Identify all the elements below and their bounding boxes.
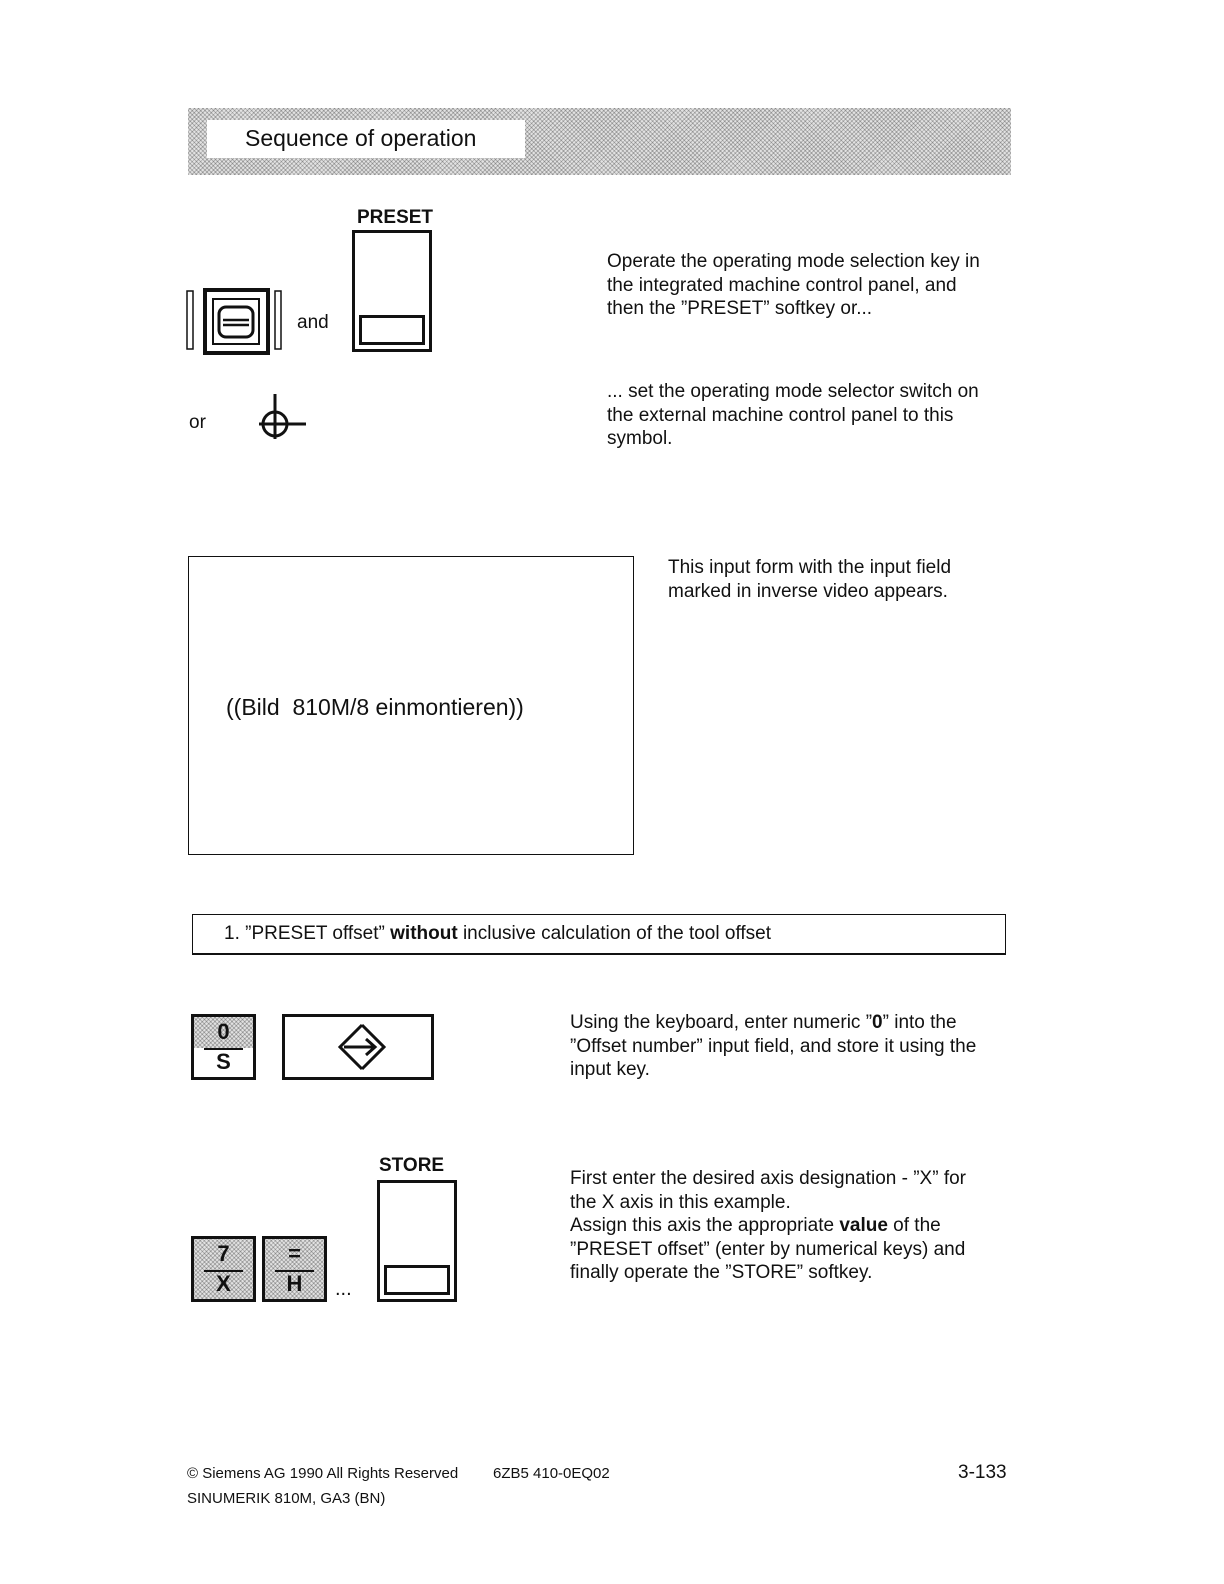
step-offset-desc-bold: 0 <box>872 1012 883 1033</box>
key-7-x[interactable] <box>191 1236 256 1302</box>
store-softkey-label: STORE <box>379 1155 445 1176</box>
key-eq-h[interactable] <box>262 1236 327 1302</box>
ellipsis: ... <box>335 1278 352 1300</box>
key-7-x-top: 7 <box>217 1241 230 1266</box>
preset-crosshair-icon <box>255 392 311 442</box>
key-0-s-bottom: S <box>216 1049 231 1074</box>
key-eq-h-bottom: H <box>286 1271 303 1296</box>
key-0-s-top: 0 <box>217 1019 230 1044</box>
page-number: 3-133 <box>958 1462 1007 1483</box>
and-text: and <box>297 312 329 333</box>
subsection-suffix: inclusive calculation of the tool offset <box>457 923 772 944</box>
step-mode-description-1: Operate the operating mode selection key in the integrated machine control panel, and then the ”PRESET” softkey or... <box>607 251 980 319</box>
figure-placeholder: ((Bild 810M/8 einmontieren)) <box>226 694 524 720</box>
form-description: This input form with the input field marked in inverse video appears. <box>668 557 952 602</box>
preset-softkey[interactable] <box>352 230 432 352</box>
footer-product: SINUMERIK 810M, GA3 (BN) <box>187 1490 386 1507</box>
section-title-box <box>207 120 525 158</box>
or-text: or <box>189 412 206 433</box>
step-mode-description-2: ... set the operating mode selector switch on the external machine control panel to this symbol. <box>607 381 979 449</box>
section-title: Sequence of operation <box>245 125 477 151</box>
subsection-bold: without <box>390 923 458 944</box>
input-form-figure <box>188 556 634 855</box>
step-offset-description <box>570 1011 976 1082</box>
step-offset-desc-suffix: ” into the ”Offset number” input field, and store it using the input key. <box>570 1012 977 1080</box>
monitor-key-icon[interactable] <box>186 287 286 357</box>
store-softkey[interactable] <box>377 1180 457 1302</box>
key-eq-h-top: = <box>288 1241 301 1266</box>
step-store-desc-bold: value <box>839 1215 888 1236</box>
footer-copyright: © Siemens AG 1990 All Rights Reserved <box>187 1465 459 1482</box>
key-0-s[interactable] <box>191 1014 256 1080</box>
subsection-prefix: 1. ”PRESET offset” <box>224 923 391 944</box>
step-store-desc-suffix: of the ”PRESET offset” (enter by numerical keys) and finally operate the ”STORE” softkey. <box>570 1215 966 1283</box>
input-key[interactable] <box>282 1014 434 1080</box>
step-offset-desc-prefix: Using the keyboard, enter numeric ” <box>570 1012 873 1033</box>
subsection-heading <box>192 914 1006 955</box>
key-7-x-bottom: X <box>216 1271 231 1296</box>
step-store-description <box>570 1167 966 1285</box>
step-store-desc-prefix: First enter the desired axis designation - ”X” for the X axis in this example. Assign this axis the appropriate <box>570 1168 967 1236</box>
input-key-icon <box>334 1021 390 1077</box>
preset-softkey-label: PRESET <box>357 207 434 228</box>
footer-order-number: 6ZB5 410-0EQ02 <box>493 1465 610 1482</box>
